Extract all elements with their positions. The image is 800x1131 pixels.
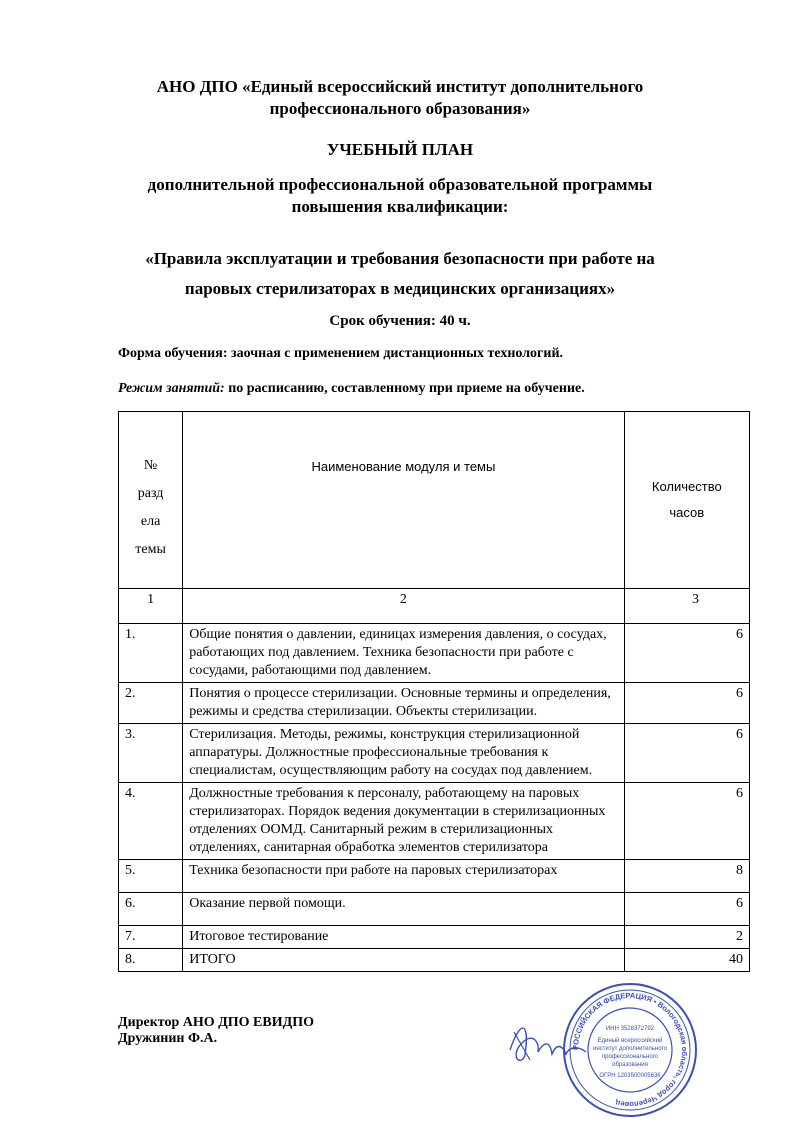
row-topic: Техника безопасности при работе на паровых стерилизаторах xyxy=(183,860,624,893)
row-number: 1. xyxy=(119,624,183,683)
row-hours: 6 xyxy=(624,683,749,724)
row-number: 7. xyxy=(119,926,183,949)
row-number: 2. xyxy=(119,683,183,724)
row-hours: 6 xyxy=(624,624,749,683)
row-number: 6. xyxy=(119,893,183,926)
doc-subtitle xyxy=(0,174,800,218)
row-hours: 40 xyxy=(624,949,749,972)
header-hours-line1: Количество xyxy=(651,479,722,494)
seal-center-line4: образования xyxy=(612,1062,648,1068)
program-title-line1: «Правила эксплуатации и требования безопасности при работе на xyxy=(145,249,655,268)
header-number-line1: № xyxy=(143,458,158,473)
row-hours: 6 xyxy=(624,893,749,926)
duration: Срок обучения: 40 ч. xyxy=(329,313,471,329)
row-topic: ИТОГО xyxy=(183,949,624,972)
table-row xyxy=(119,683,750,724)
table-row xyxy=(119,724,750,783)
seal-center-line2: институт дополнительного xyxy=(593,1046,667,1052)
table-row-total xyxy=(119,949,750,972)
row-number: 5. xyxy=(119,860,183,893)
seal-center-line3: профессионального xyxy=(601,1054,659,1060)
table-row xyxy=(119,860,750,893)
table-row xyxy=(119,893,750,926)
header-number-line2: разд xyxy=(137,486,164,501)
row-number: 3. xyxy=(119,724,183,783)
study-form-value: заочная с применением дистанционных технологий. xyxy=(227,346,564,361)
column-number-1: 1 xyxy=(119,589,183,624)
table-row xyxy=(119,926,750,949)
row-topic: Должностные требования к персоналу, работающему на паровых стерилизаторах. Порядок ведения документации в стерилизационных отделениях ООМД. Санитарный режим в стерилизационных отделениях, санитарная обработка элементов стерилизатора xyxy=(183,783,624,860)
organization-seal xyxy=(560,980,700,1120)
doc-title: УЧЕБНЫЙ ПЛАН xyxy=(326,140,474,159)
curriculum-table xyxy=(118,411,750,972)
director-title: Директор АНО ДПО ЕВИДПО xyxy=(118,1015,315,1030)
row-hours: 2 xyxy=(624,926,749,949)
row-topic: Стерилизация. Методы, режимы, конструкция стерилизационной аппаратуры. Должностные профессиональные требования к специалистам, осуществляющим работу на сосудах под давлением. xyxy=(183,724,624,783)
column-number-2: 2 xyxy=(183,589,624,624)
doc-subtitle-line2: повышения квалификации: xyxy=(291,197,509,216)
table-row xyxy=(119,624,750,683)
row-topic: Итоговое тестирование xyxy=(183,926,624,949)
row-topic: Оказание первой помощи. xyxy=(183,893,624,926)
column-number-3: 3 xyxy=(624,589,749,624)
header-topic-name: Наименование модуля и темы xyxy=(183,412,624,589)
program-title xyxy=(0,244,800,304)
header-hours-line2: часов xyxy=(669,505,705,520)
study-form-label: Форма обучения: xyxy=(118,346,228,361)
column-numbering-row xyxy=(119,589,750,624)
study-mode xyxy=(118,381,585,397)
row-number: 8. xyxy=(119,949,183,972)
table-header-row xyxy=(119,412,750,589)
header-number-line3: ела xyxy=(140,514,161,529)
org-name xyxy=(0,76,800,120)
row-hours: 8 xyxy=(624,860,749,893)
director-signature-block xyxy=(118,1015,314,1047)
seal-ogrn: ОГРН 1203500005636 xyxy=(599,1073,661,1079)
program-title-line2: паровых стерилизаторах в медицинских организациях» xyxy=(184,279,616,298)
seal-center-line1: Единый всероссийский xyxy=(597,1038,663,1044)
study-mode-label: Режим занятий: xyxy=(118,381,225,396)
seal-ring-text: РОССИЙСКАЯ ФЕДЕРАЦИЯ • Вологодская область, город Череповец xyxy=(570,990,690,1110)
row-hours: 6 xyxy=(624,783,749,860)
row-hours: 6 xyxy=(624,724,749,783)
table-row xyxy=(119,783,750,860)
study-form xyxy=(118,346,563,362)
row-topic: Понятия о процессе стерилизации. Основные термины и определения, режимы и средства стерилизации. Объекты стерилизации. xyxy=(183,683,624,724)
director-name: Дружинин Ф.А. xyxy=(118,1031,218,1046)
header-number xyxy=(119,412,183,589)
org-name-line2: профессионального образования» xyxy=(269,99,531,118)
doc-subtitle-line1: дополнительной профессиональной образовательной программы xyxy=(147,175,653,194)
header-hours xyxy=(624,412,749,589)
org-name-line1: АНО ДПО «Единый всероссийский институт дополнительного xyxy=(156,77,644,96)
header-number-line4: темы xyxy=(135,542,166,557)
study-mode-value: по расписанию, составленному при приеме на обучение. xyxy=(224,381,585,396)
seal-inn: ИНН 3528372792 xyxy=(605,1026,655,1032)
row-number: 4. xyxy=(119,783,183,860)
row-topic: Общие понятия о давлении, единицах измерения давления, о сосудах, работающих под давлением. Техника безопасности при работе с сосудами, работающими под давлением. xyxy=(183,624,624,683)
